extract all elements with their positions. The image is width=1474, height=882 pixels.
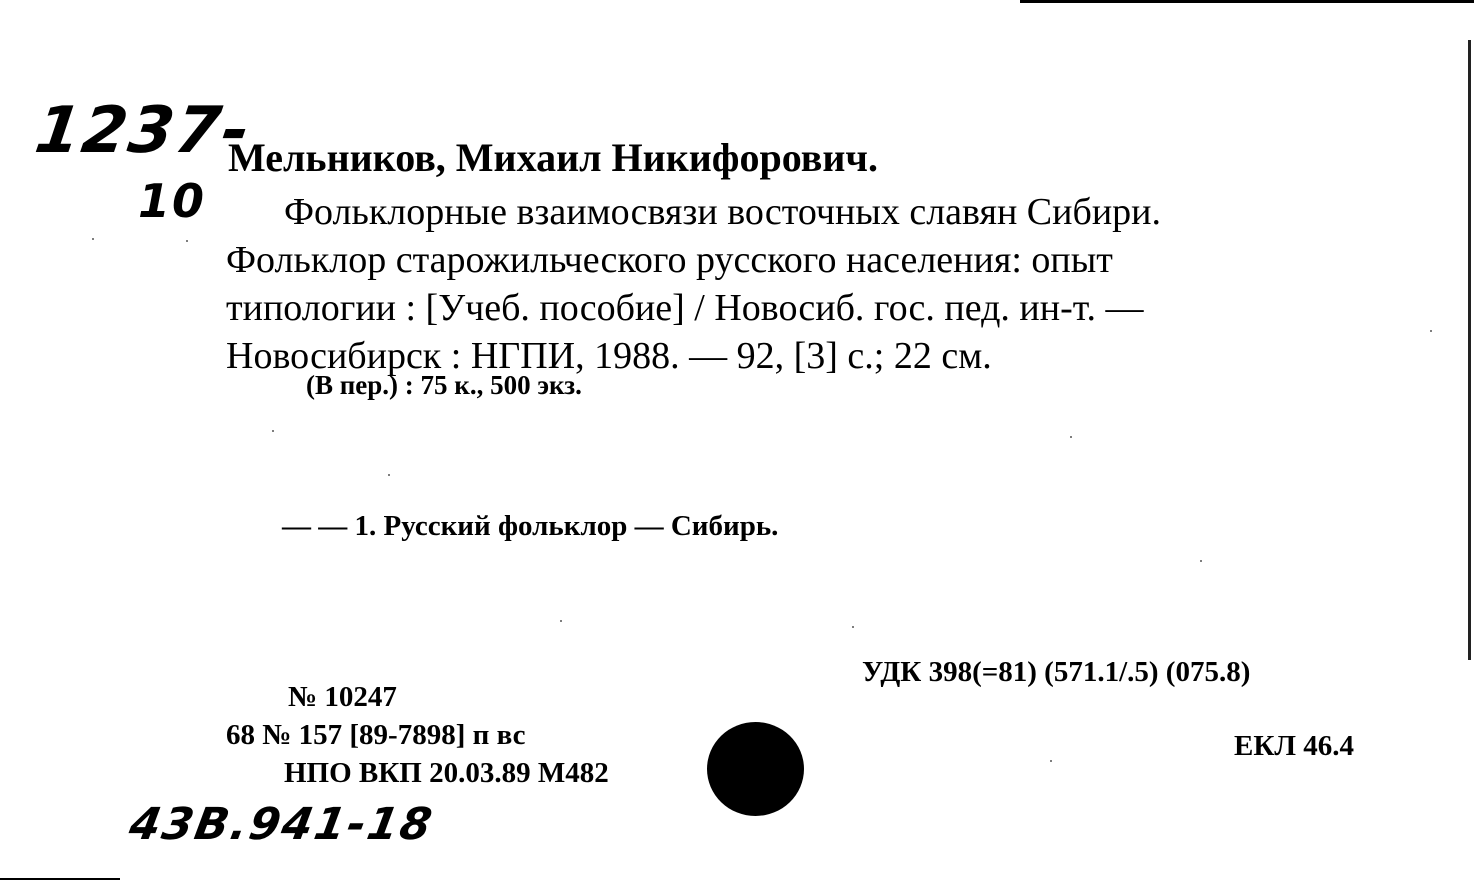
scan-speck <box>852 626 854 628</box>
subject-heading: — — 1. Русский фольклор — Сибирь. <box>282 510 779 542</box>
author-heading: Мельников, Михаил Никифорович. <box>228 135 878 180</box>
bibliographic-description <box>226 188 1384 380</box>
udk-code: УДК 398(=81) (571.1/.5) (075.8) <box>862 656 1251 688</box>
scan-speck <box>92 238 94 240</box>
punch-hole <box>707 722 804 816</box>
scan-speck <box>1200 560 1202 562</box>
print-info: 68 № 157 [89-7898] п вс <box>226 719 526 751</box>
description-line: Новосибирск : НГПИ, 1988. — 92, [3] с.; 22 см. <box>226 335 992 377</box>
printer-info: НПО ВКП 20.03.89 М482 <box>284 757 609 789</box>
ekl-code: ЕКЛ 46.4 <box>1234 730 1354 762</box>
price-line: (В пер.) : 75 к., 500 экз. <box>306 370 582 400</box>
bottom-edge-line <box>0 878 120 880</box>
scan-speck <box>186 240 188 242</box>
handwritten-call-number: 1237- <box>30 94 256 168</box>
top-edge-line <box>1020 0 1474 3</box>
scan-speck <box>272 430 274 432</box>
right-edge-line <box>1468 40 1471 660</box>
card-number: № 10247 <box>288 681 397 713</box>
scan-speck <box>1430 330 1432 332</box>
description-line: Фольклорные взаимосвязи восточных славян Сибири. <box>284 191 1161 233</box>
scan-speck <box>388 474 390 476</box>
handwritten-inventory-number: 43В.941-18 <box>125 799 438 850</box>
scan-speck <box>560 620 562 622</box>
description-line: Фольклор старожильческого русского населения: опыт <box>226 239 1113 281</box>
handwritten-call-number-sub: 10 <box>138 174 207 228</box>
scan-speck <box>1070 436 1072 438</box>
scan-speck <box>1050 760 1052 762</box>
description-line: типологии : [Учеб. пособие] / Новосиб. гос. пед. ин-т. — <box>226 287 1144 329</box>
